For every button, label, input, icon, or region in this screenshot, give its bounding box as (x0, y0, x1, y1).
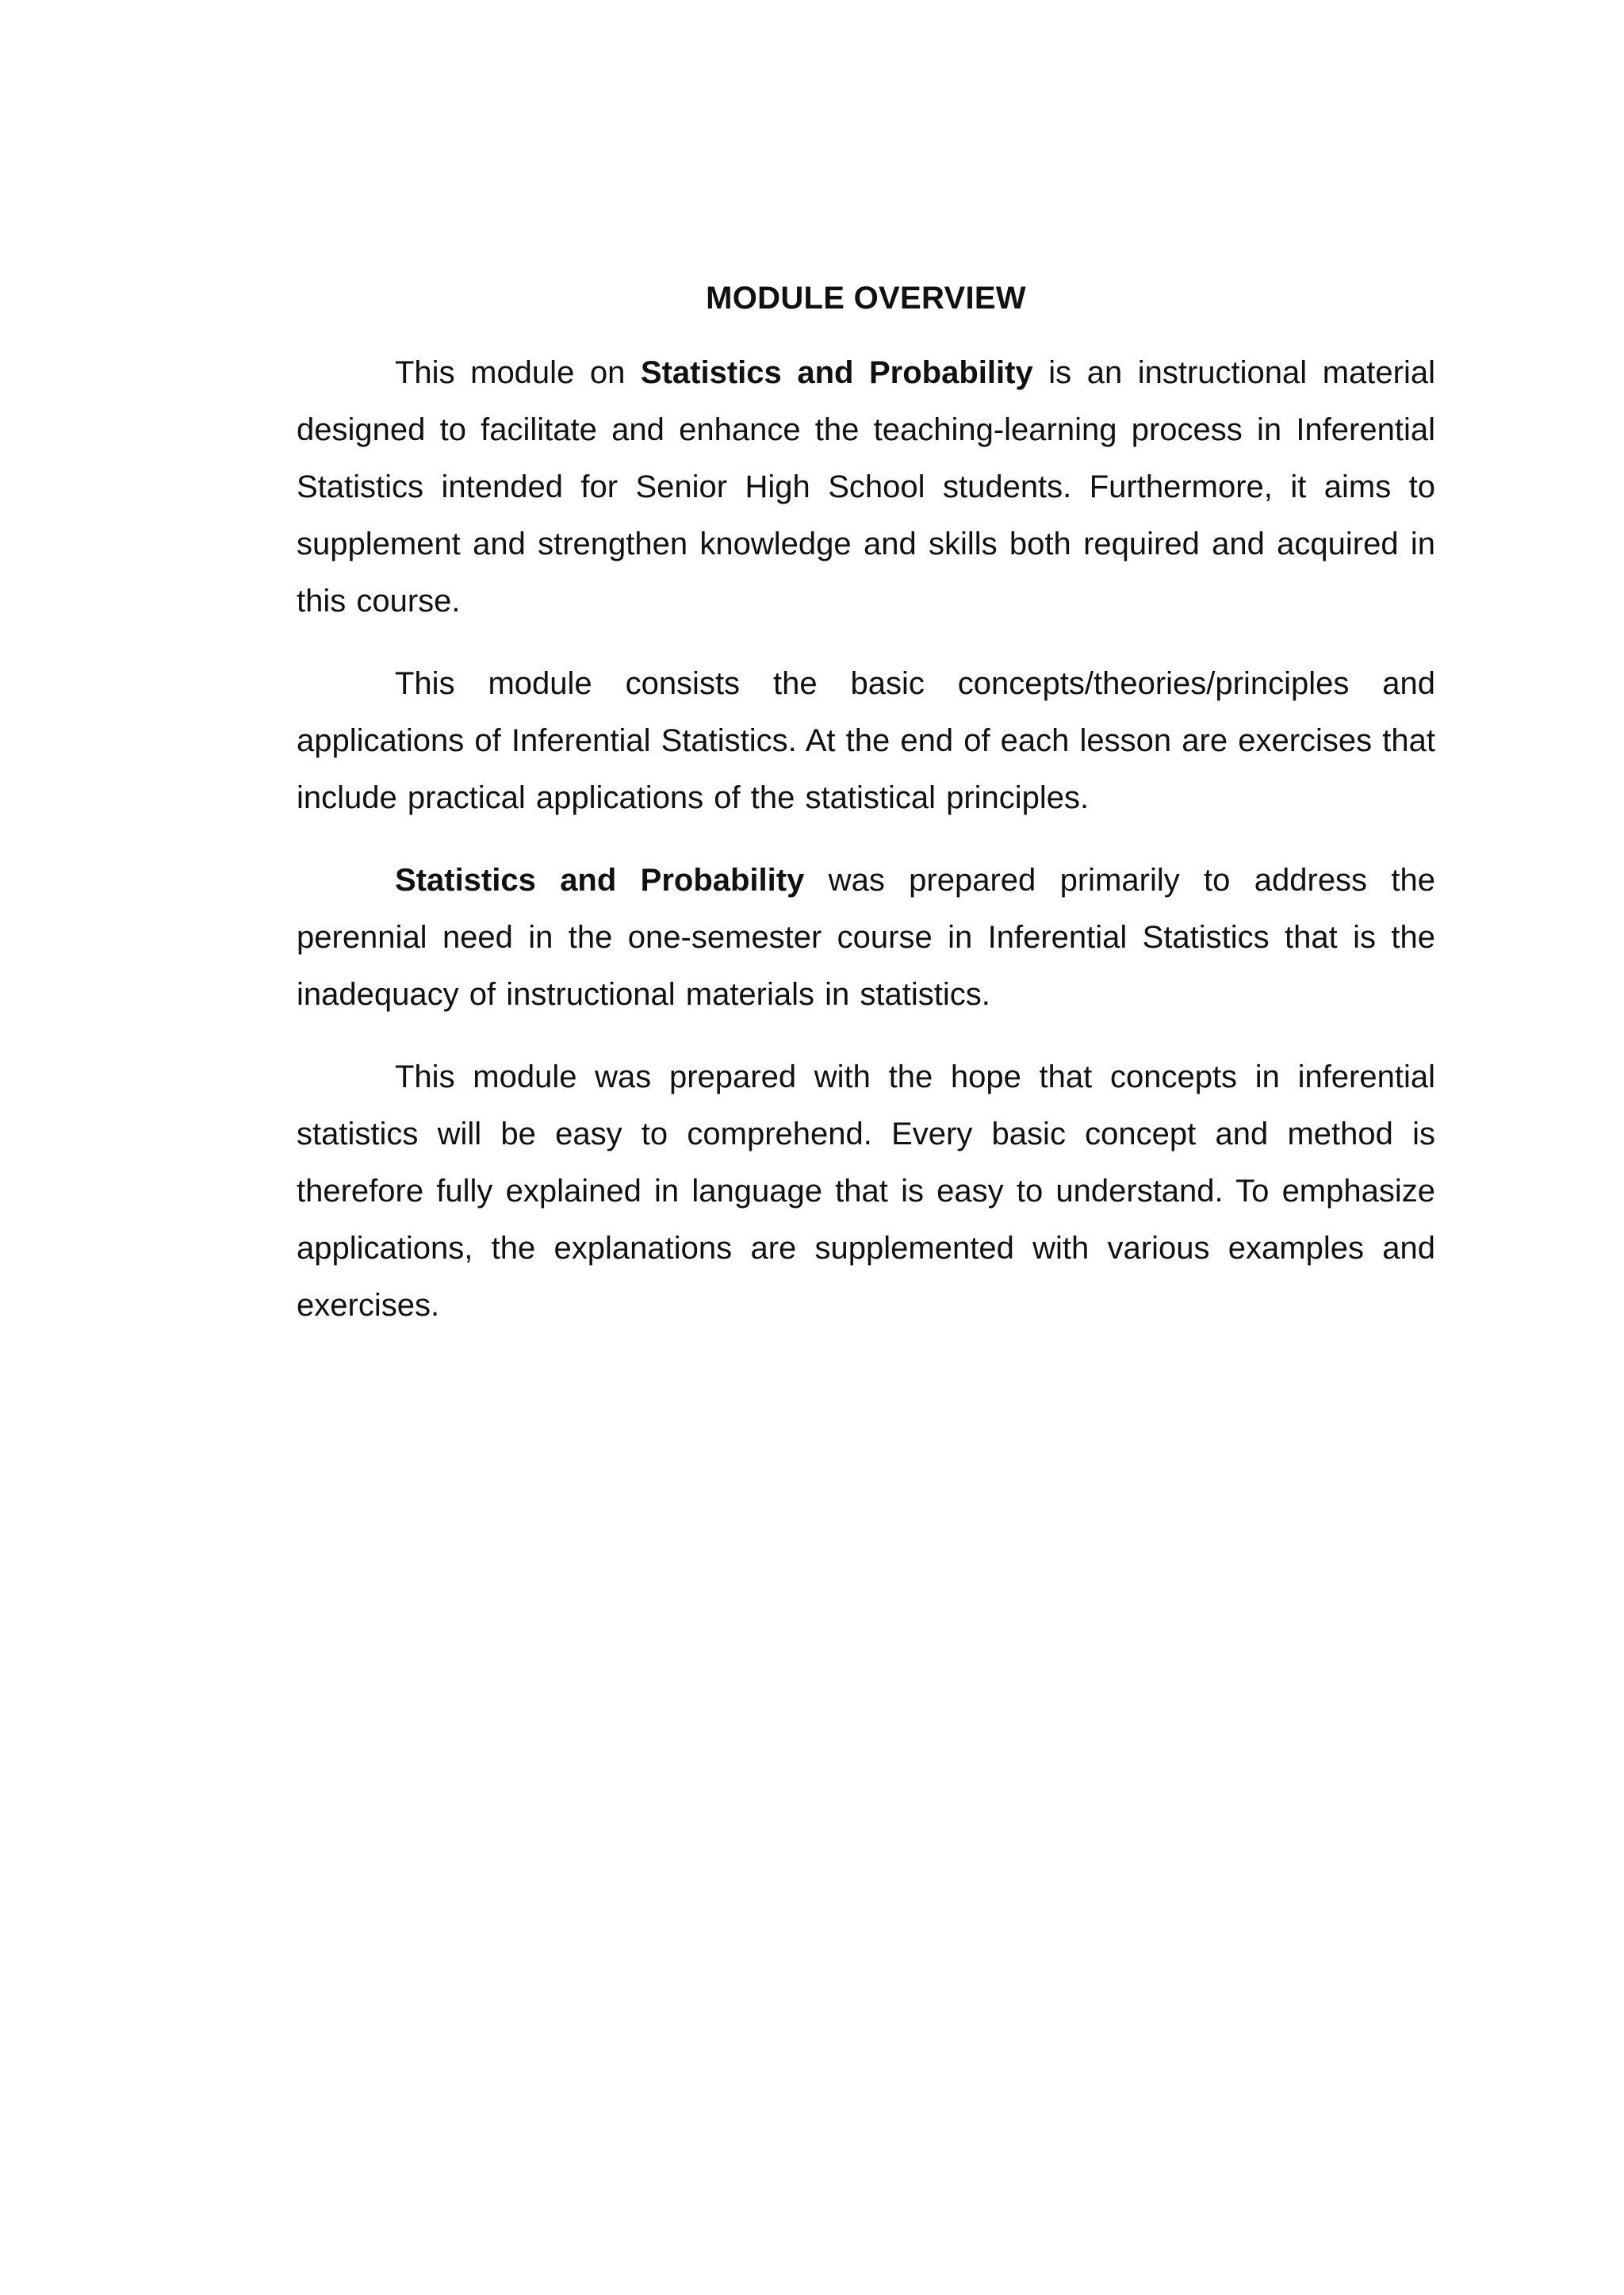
paragraph-contents-text: This module consists the basic concepts/theories/principles and applications of Inferential Statistics. At the end of each lesson are exercises that include practical applications of the statistical principles. (297, 666, 1435, 815)
paragraph-approach (297, 1048, 1435, 1334)
paragraph-intro (297, 344, 1435, 630)
paragraph-purpose (297, 852, 1435, 1023)
paragraph-approach-text: This module was prepared with the hope that concepts in inferential statistics will be easy to comprehend. Every basic concept and method is therefore fully explained in language that is easy to understand. To emphasize applications, the explanations are supplemented with various examples and exercises. (297, 1059, 1435, 1323)
course-name-bold: Statistics and Probability (640, 355, 1033, 390)
page-title: MODULE OVERVIEW (706, 281, 1026, 316)
module-overview-section (297, 270, 1435, 1359)
paragraph-intro-rest: is an instructional material designed to facilitate and enhance the teaching-learning process in Inferential Statistics intended for Senior High School students. Furthermore, it aims to supplement and strengthen knowledge and skills both required and acquired in this course. (297, 355, 1436, 619)
paragraph-intro-lead: This module on (395, 355, 641, 390)
paragraph-purpose-rest: was prepared primarily to address the perennial need in the one-semester course in Inferential Statistics that is the inadequacy of instructional materials in statistics. (297, 863, 1436, 1012)
paragraph-contents (297, 655, 1435, 826)
course-name-bold: Statistics and Probability (395, 863, 805, 898)
